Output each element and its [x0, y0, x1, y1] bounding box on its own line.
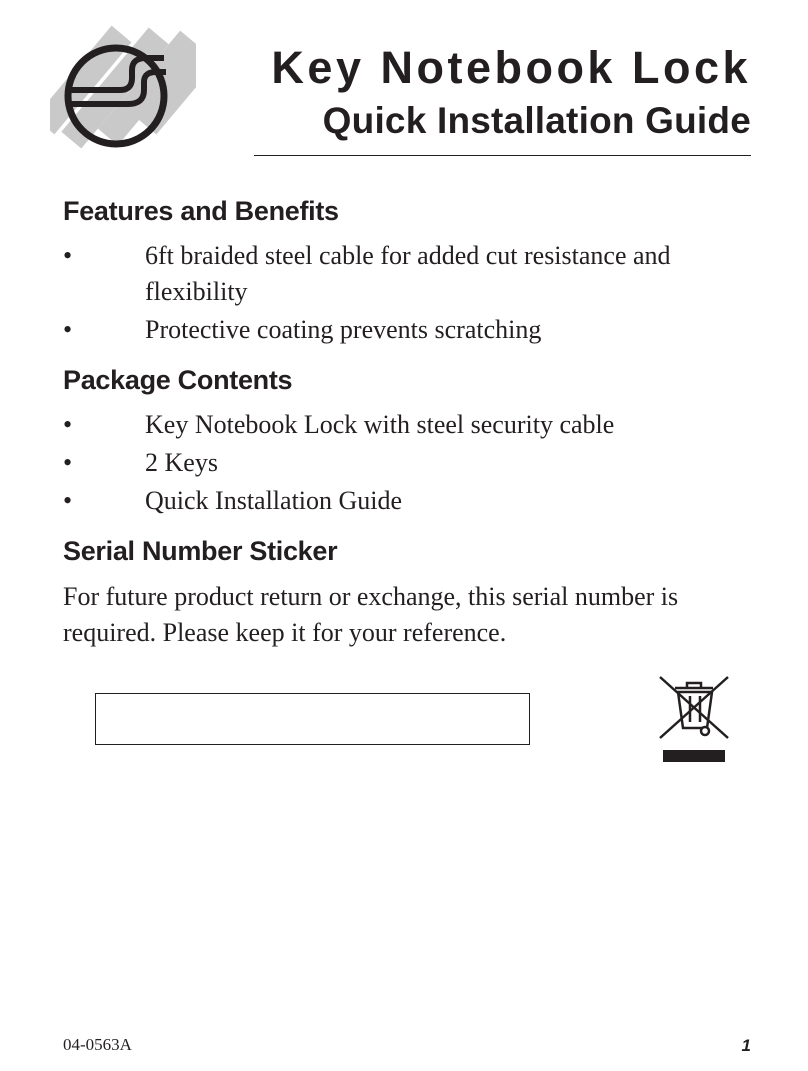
list-item: [63, 445, 763, 481]
package-list: [63, 407, 763, 521]
guide-subtitle: Quick Installation Guide: [322, 100, 751, 141]
page-number: 1: [741, 1036, 751, 1055]
bullet: •: [63, 486, 73, 515]
list-item-text: Protective coating prevents scratching: [145, 315, 542, 344]
list-item: [63, 238, 763, 310]
brand-logo-icon: [50, 18, 196, 158]
list-item-text: 2 Keys: [145, 448, 218, 477]
bullet: •: [63, 241, 73, 270]
list-item: [63, 407, 763, 443]
document-code: 04-0563A: [63, 1035, 132, 1054]
crossed-out-wheelie-bin-icon: [657, 674, 731, 766]
list-item-text: 6ft braided steel cable for added cut resistance and flexibility: [145, 241, 671, 306]
serial-heading: Serial Number Sticker: [63, 536, 338, 566]
title-divider: [254, 155, 751, 156]
list-item-text: Quick Installation Guide: [145, 486, 403, 515]
serial-paragraph: For future product return or exchange, this serial number is required. Please keep it for your reference.: [63, 582, 679, 647]
serial-number-sticker-box: [95, 693, 530, 745]
list-item-text: Key Notebook Lock with steel security cable: [145, 410, 615, 439]
bullet: •: [63, 448, 73, 477]
list-item: [63, 312, 763, 348]
product-title: Key Notebook Lock: [271, 42, 751, 93]
title-block: [254, 40, 751, 146]
bullet: •: [63, 410, 73, 439]
list-item: [63, 483, 763, 519]
bullet: •: [63, 315, 73, 344]
features-heading: Features and Benefits: [63, 196, 339, 226]
features-list: [63, 238, 763, 350]
package-heading: Package Contents: [63, 365, 293, 395]
